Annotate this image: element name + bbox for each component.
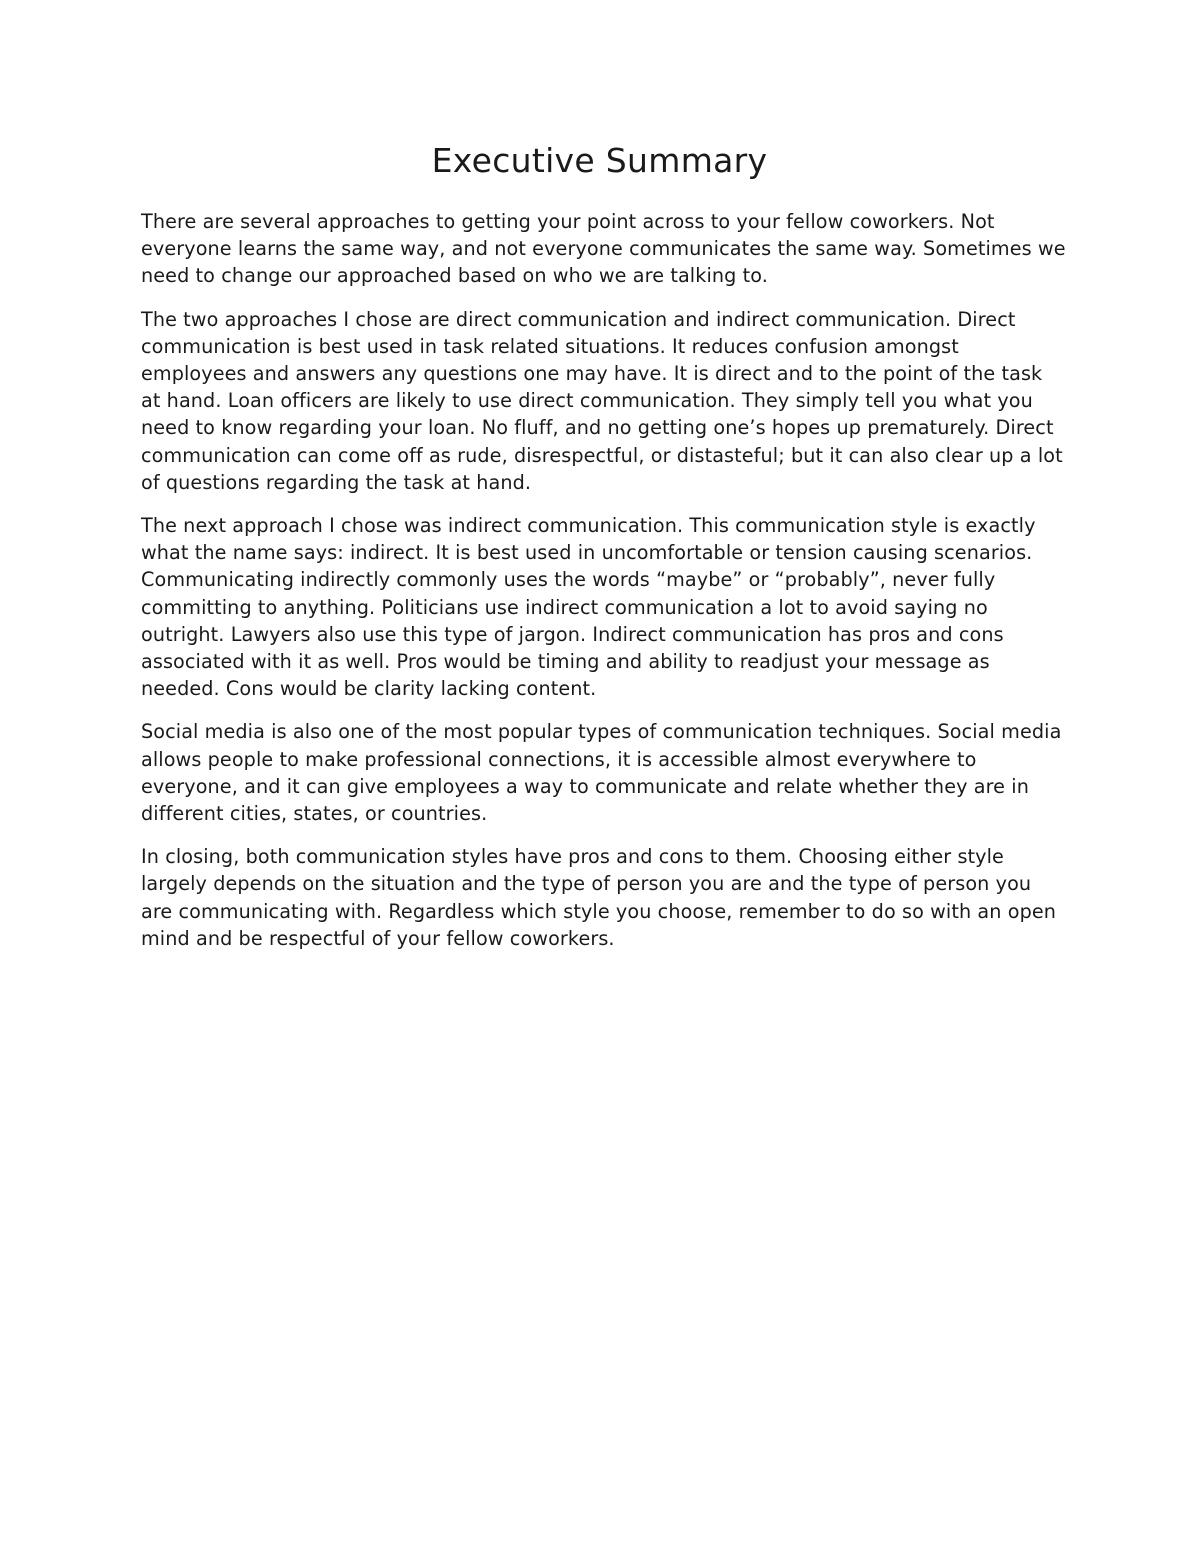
paragraph-indirect-communication: The next approach I chose was indirect communication. This communication style is exactly what the name says: indirect. It is best used in uncomfortable or tension causing scenarios. Communicating indirectly commonly uses the words “maybe” or “probably”, never fully committing to anything. Politicians use indirect communication a lot to avoid saying no outright. Lawyers also use this type of jargon. Indirect communication has pros and cons associated with it as well. Pros would be timing and ability to readjust your message as needed. Cons would be clarity lacking content. [141, 514, 1036, 701]
paragraph-social-media: Social media is also one of the most popular types of communication techniques. Social media allows people to make professional connections, it is accessible almost everywhere to everyone, and it can give employees a way to communicate and relate whether they are in different cities, states, or countries. [141, 720, 1062, 826]
paragraph-intro: There are several approaches to getting your point across to your fellow coworkers. Not everyone learns the same way, and not everyone communicates the same way. Sometimes we need to change our approached based on who we are talking to. [141, 210, 1066, 288]
paragraph-direct-communication: The two approaches I chose are direct communication and indirect communication. Direct communication is best used in task related situations. It reduces confusion amongst employees and answers any questions one may have. It is direct and to the point of the task at hand. Loan officers are likely to use direct communication. They simply tell you what you need to know regarding your loan. No fluff, and no getting one’s hopes up prematurely. Direct communication can come off as rude, disrespectful, or distasteful; but it can also clear up a lot of questions regarding the task at hand. [141, 307, 1063, 494]
document-title: Executive Summary [431, 141, 768, 180]
paragraph-closing: In closing, both communication styles have pros and cons to them. Choosing either style largely depends on the situation and the type of person you are and the type of person you are communicating with. Regardless which style you choose, remember to do so with an open mind and be respectful of your fellow coworkers. [141, 845, 1057, 950]
document-body [141, 140, 1066, 968]
